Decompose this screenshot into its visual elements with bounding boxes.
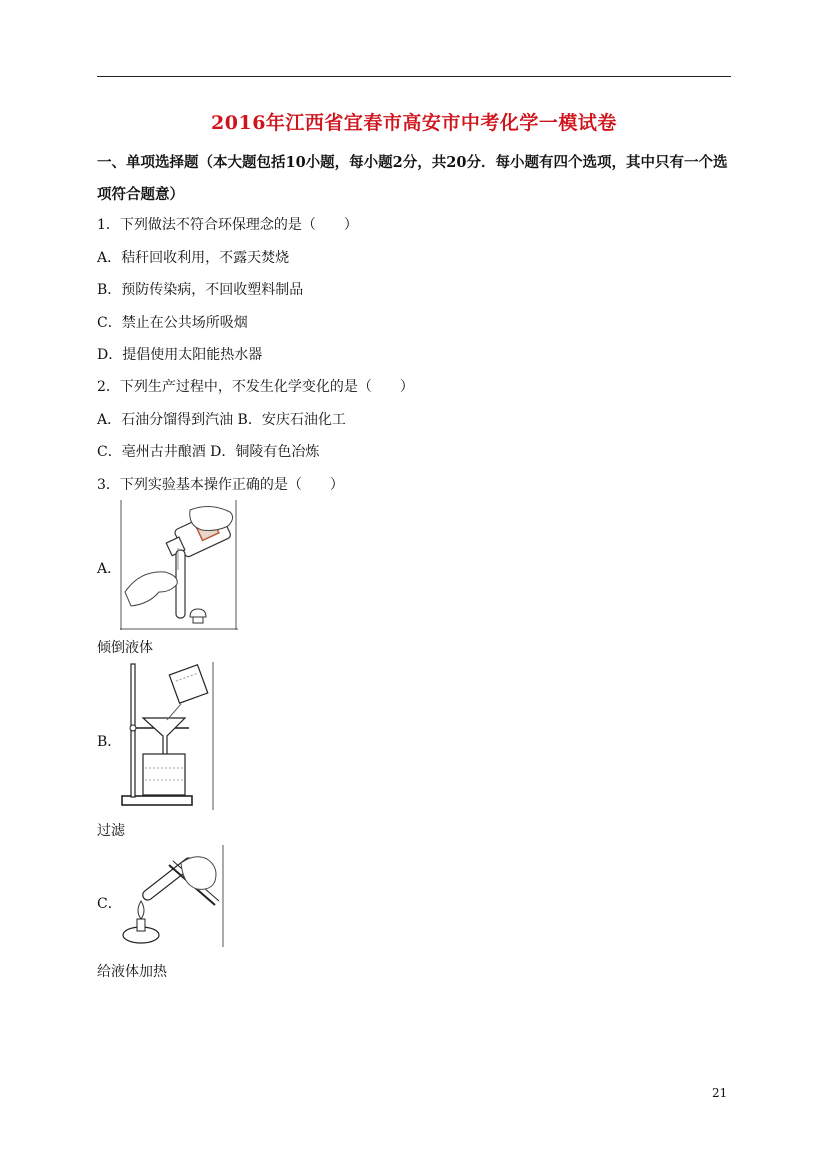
figure-c-label: C． [97,896,122,912]
question-3-stem: 3．下列实验基本操作正确的是（ ） [97,477,344,493]
heating-liquid-illustration [119,845,225,947]
question-1-option-a: A．秸秆回收利用，不露天焚烧 [97,250,290,266]
header-rule [97,76,731,77]
figure-c-caption: 给液体加热 [97,964,167,980]
figure-b-caption: 过滤 [97,823,125,839]
question-1-stem: 1．下列做法不符合环保理念的是（ ） [97,217,358,233]
figure-a-label: A． [97,561,122,577]
figure-a-caption: 倾倒液体 [97,640,153,656]
question-1-option-b: B．预防传染病，不回收塑料制品 [97,282,304,298]
figure-b-label: B． [97,734,122,750]
section-heading: 一、单项选择题（本大题包括10小题，每小题2分，共20分．每小题有四个选项，其中只有一个选项符合题意） [97,154,728,203]
page-title: 2016年江西省宜春市高安市中考化学一模试卷 [211,112,617,134]
question-1-option-d: D．提倡使用太阳能热水器 [97,347,263,363]
question-2-stem: 2．下列生产过程中，不发生化学变化的是（ ） [97,379,414,395]
filtration-illustration [119,662,215,810]
question-1-option-c: C．禁止在公共场所吸烟 [97,315,248,331]
question-2-options-cd: C．亳州古井酿酒 D．铜陵有色冶炼 [97,444,320,460]
page-number: 21 [712,1086,728,1100]
question-2-options-ab: A．石油分馏得到汽油 B．安庆石油化工 [97,412,346,428]
pour-liquid-illustration [120,500,238,630]
